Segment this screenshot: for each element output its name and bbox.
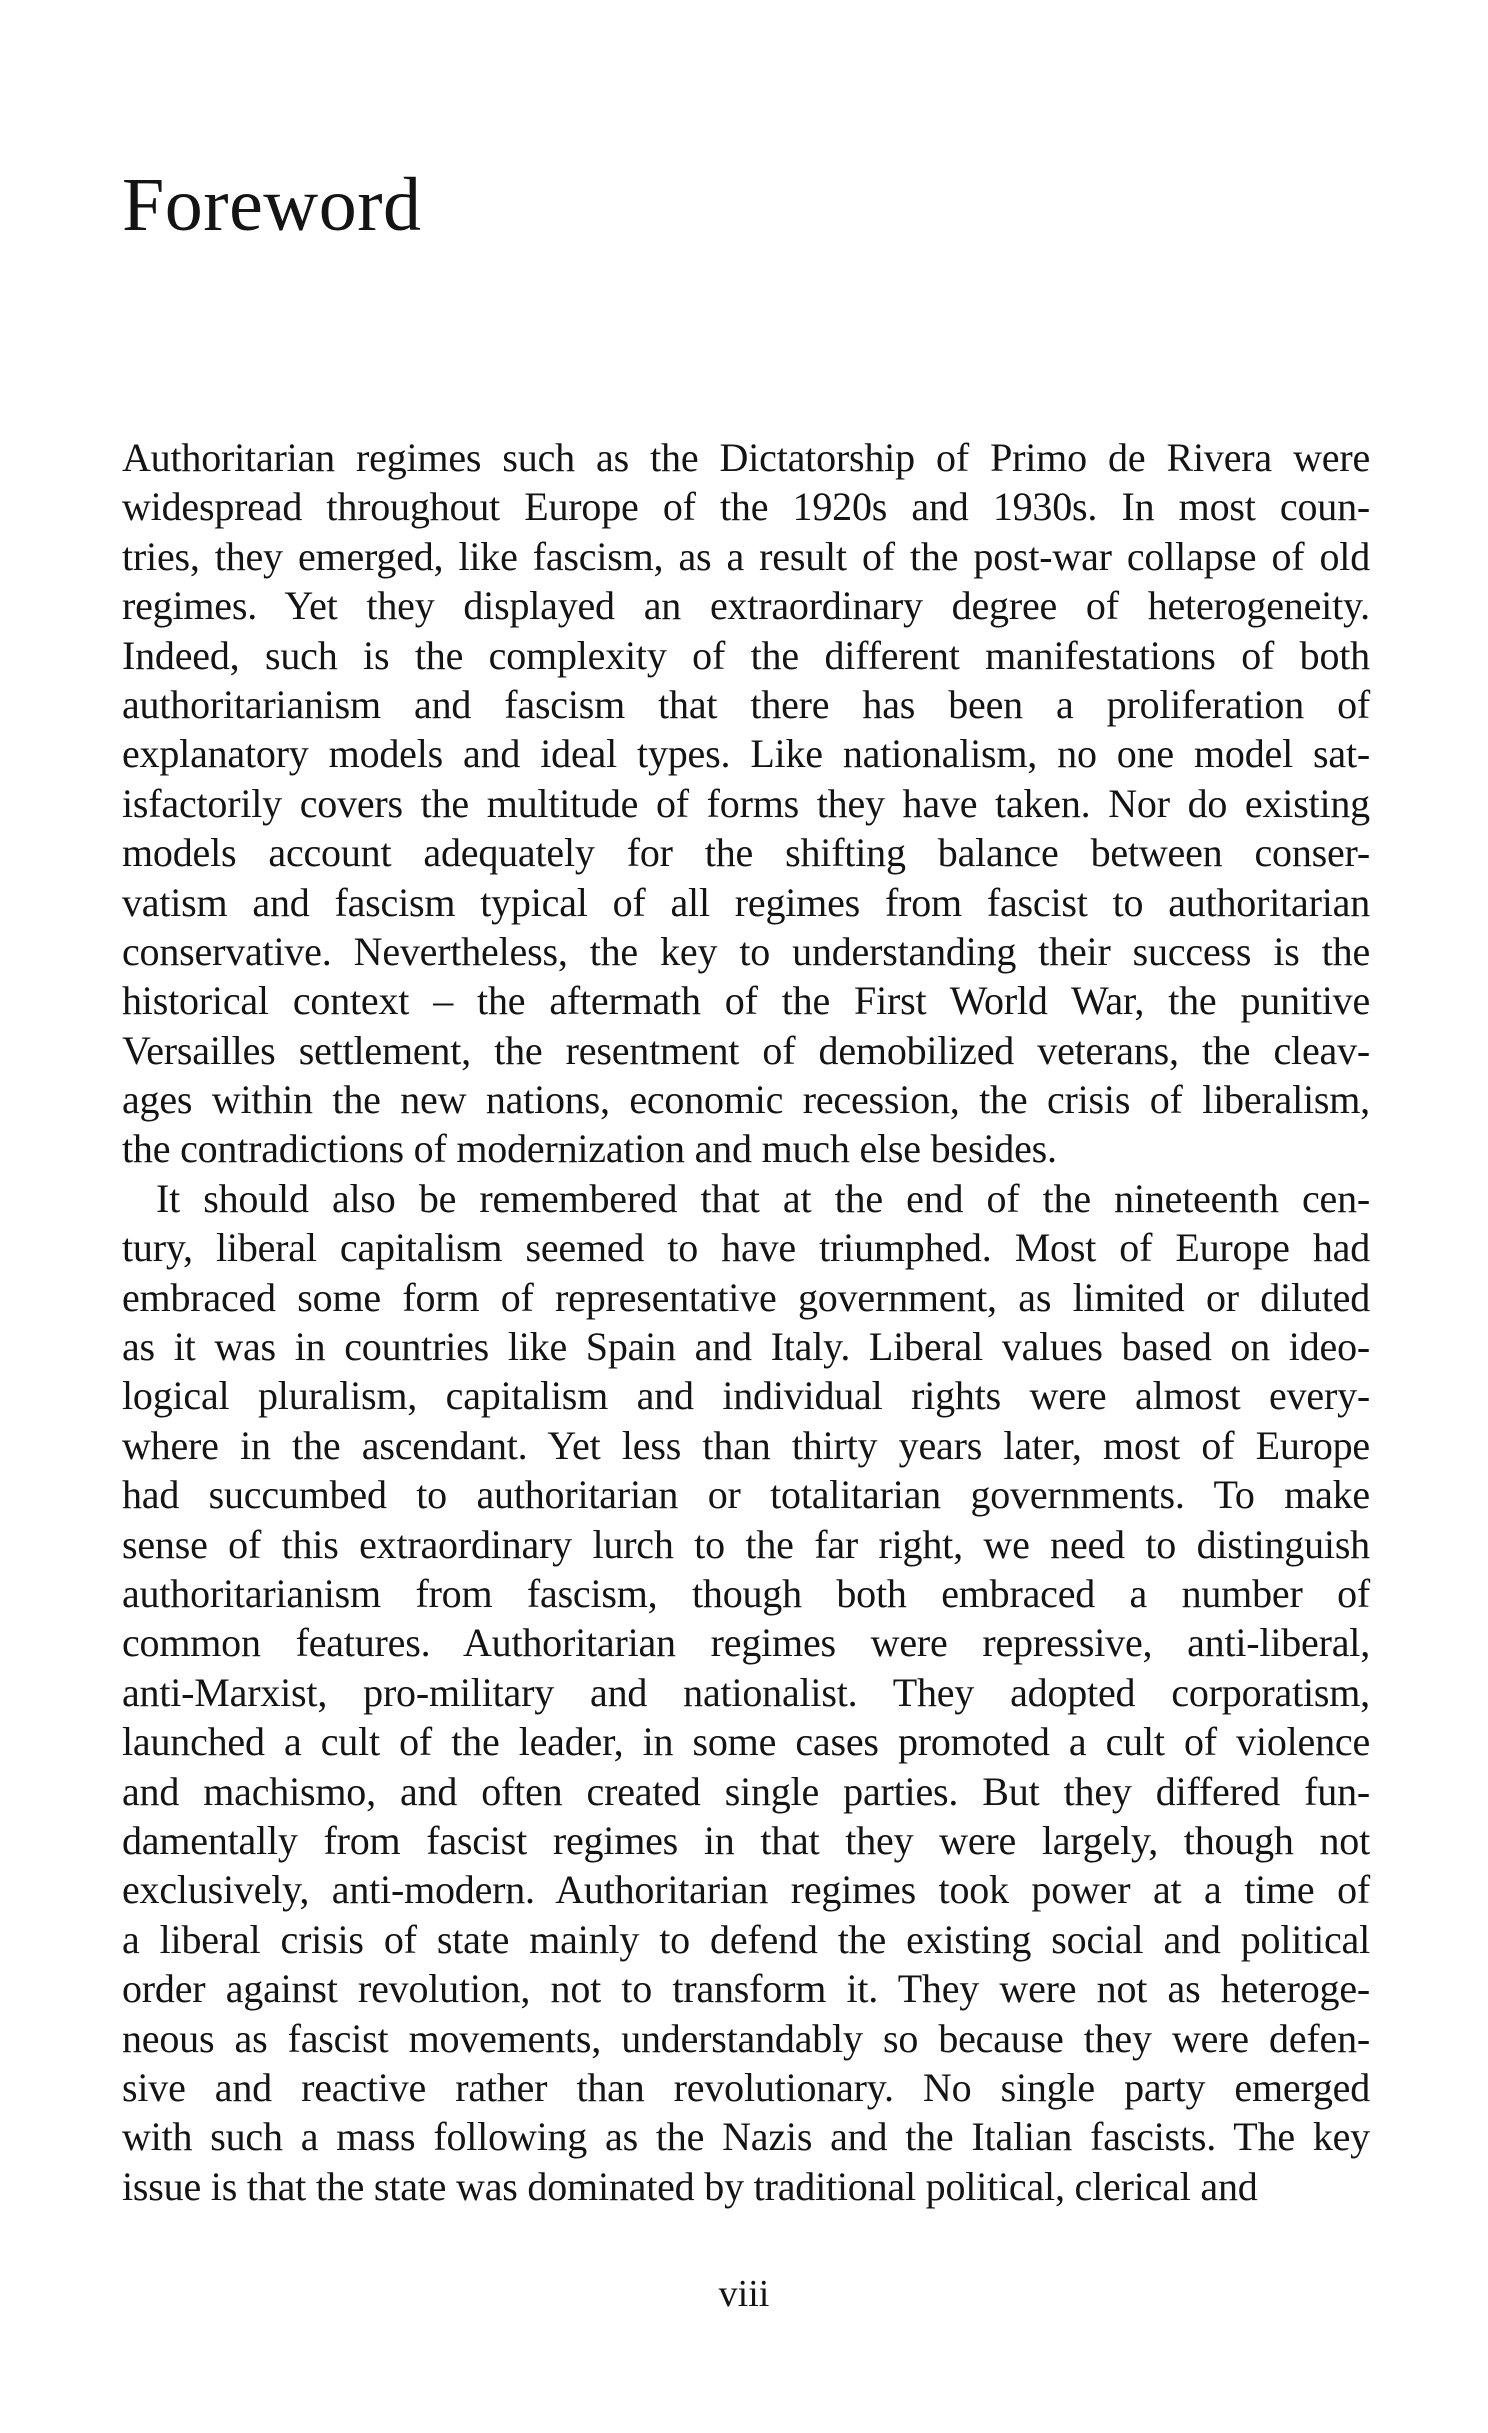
text-line: vatism and fascism typical of all regimes from fascist to authoritarian [122, 879, 1370, 925]
text-line: logical pluralism, capitalism and individual rights were almost every- [122, 1373, 1370, 1419]
text-line: regimes. Yet they displayed an extraordinary degree of heterogeneity. [122, 583, 1370, 629]
text-line: damentally from fascist regimes in that they were largely, though not [122, 1817, 1370, 1863]
text-line: conservative. Nevertheless, the key to understanding their success is the [122, 928, 1370, 974]
text-line: exclusively, anti-modern. Authoritarian regimes took power at a time of [122, 1867, 1370, 1913]
text-line: ages within the new nations, economic recession, the crisis of liberalism, [122, 1077, 1370, 1123]
text-line: sense of this extraordinary lurch to the far right, we need to distinguish [122, 1521, 1370, 1567]
text-line: sive and reactive rather than revolutionary. No single party emerged [122, 2064, 1370, 2110]
text-line: widespread throughout Europe of the 1920s and 1930s. In most coun- [122, 484, 1370, 530]
text-line: and machismo, and often created single parties. But they differed fun- [122, 1768, 1370, 1814]
text-line: embraced some form of representative government, as limited or diluted [122, 1274, 1370, 1320]
text-line: neous as fascist movements, understandably so because they were defen- [122, 2015, 1370, 2061]
text-line: tury, liberal capitalism seemed to have triumphed. Most of Europe had [122, 1225, 1370, 1271]
text-line: anti-Marxist, pro-military and nationalist. They adopted corporatism, [122, 1669, 1370, 1715]
text-line: launched a cult of the leader, in some cases promoted a cult of violence [122, 1719, 1370, 1765]
text-line: historical context – the aftermath of the First World War, the punitive [122, 978, 1370, 1024]
text-line: authoritarianism from fascism, though both embraced a number of [122, 1570, 1370, 1616]
text-line: models account adequately for the shifting balance between conser- [122, 830, 1370, 876]
text-line: explanatory models and ideal types. Like nationalism, no one model sat- [122, 731, 1370, 777]
text-line: the contradictions of modernization and much else besides. [122, 1126, 1057, 1172]
text-line: isfactorily covers the multitude of forms they have taken. Nor do existing [122, 780, 1370, 826]
text-line: Authoritarian regimes such as the Dictatorship of Primo de Rivera were [122, 435, 1370, 480]
text-line: tries, they emerged, like fascism, as a result of the post-war collapse of old [122, 533, 1370, 579]
text-line: had succumbed to authoritarian or totalitarian governments. To make [122, 1472, 1370, 1518]
text-line: common features. Authoritarian regimes were repressive, anti-liberal, [122, 1620, 1370, 1666]
text-line: where in the ascendant. Yet less than thirty years later, most of Europe [122, 1422, 1370, 1468]
text-line: authoritarianism and fascism that there has been a proliferation of [122, 681, 1370, 727]
text-line: Versailles settlement, the resentment of demobilized veterans, the cleav- [122, 1027, 1370, 1073]
body-text [122, 433, 1370, 2211]
text-line: a liberal crisis of state mainly to defend the existing social and political [122, 1916, 1370, 1962]
text-line: Indeed, such is the complexity of the different manifestations of both [122, 632, 1370, 678]
text-line: with such a mass following as the Nazis and the Italian fascists. The key [122, 2114, 1370, 2160]
text-line: as it was in countries like Spain and Italy. Liberal values based on ideo- [122, 1324, 1370, 1370]
page-title: Foreword [122, 163, 422, 247]
text-line: order against revolution, not to transform it. They were not as heteroge- [122, 1966, 1370, 2012]
page-number: viii [718, 2273, 770, 2315]
text-line: It should also be remembered that at the end of the nineteenth cen- [156, 1175, 1370, 1221]
text-line: issue is that the state was dominated by traditional political, clerical and [122, 2163, 1258, 2209]
